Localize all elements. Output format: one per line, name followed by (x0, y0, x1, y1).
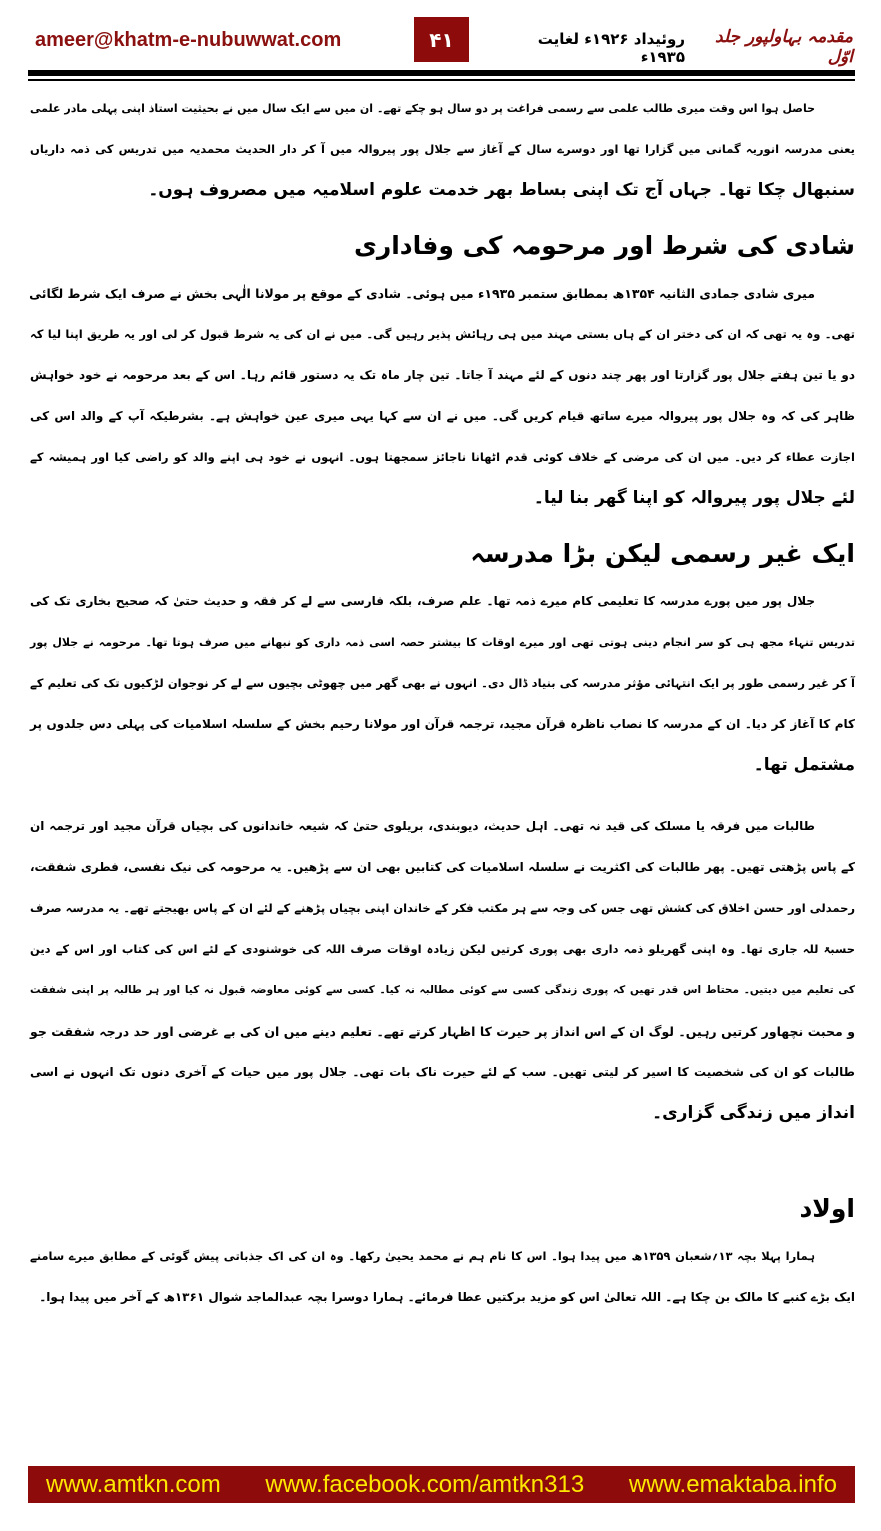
paragraph-line: کی تعلیم میں دیتیں۔ محتاط اس قدر تھیں کہ پوری زندگی کسی سے کوئی مطالبہ نہ کیا۔ کسی سے کوئی معاوضہ قبول نہ کیا اور ہر طالبہ پر اپنی شفقت (30, 984, 855, 996)
paragraph-line: یعنی مدرسہ انوریہ گمانی میں گزارا تھا اور دوسرے سال کے آغاز سے جلال پور پیروالہ میں آ کر دار الحدیث محمدیہ میں تدریس کی ذمہ داریاں (30, 142, 855, 156)
footer-bar (28, 1466, 855, 1503)
paragraph-line: کام کا آغاز کر دیا۔ ان کے مدرسہ کا نصاب ناظرہ قرآن مجید، ترجمہ قرآن اور مولانا رحیم بخش کے سلسلہ اسلامیات کی پہلی دس جلدوں پر (30, 717, 855, 731)
paragraph-line: آ کر غیر رسمی طور پر ایک انتہائی مؤثر مدرسہ کی بنیاد ڈال دی۔ انہوں نے بھی گھر میں چھوٹی بچیوں سے لے کر نوجوان لڑکیوں تک کی تعلیم کے (30, 676, 855, 690)
paragraph-line: لئے جلال پور پیروالہ کو اپنا گھر بنا لیا۔ (533, 488, 855, 508)
paragraph-line: ایک بڑے کنبے کا مالک بن چکا ہے۔ اللہ تعالیٰ اس کو مزید برکتیں عطا فرمائے۔ ہمارا دوسرا بچہ عبدالماجد شوال ۱۳۶۱ھ کے آخر میں پیدا ہوا۔ (39, 1290, 855, 1304)
paragraph-line: انداز میں زندگی گزاری۔ (652, 1103, 855, 1123)
header-rule-thick (28, 70, 855, 76)
paragraph-line: طالبات کو ان کی شخصیت کا اسیر کر لیتی تھیں۔ سب کے لئے حیرت ناک بات تھی۔ جلال پور میں حیات کے آخری دنوں تک انہوں نے اسی (30, 1065, 855, 1079)
header-email[interactable]: ameer@khatm-e-nubuwwat.com (35, 29, 342, 51)
paragraph (30, 273, 855, 519)
footer-link-amtkn[interactable]: www.amtkn.com (46, 1470, 221, 1498)
paragraph-line: جلال پور میں پورے مدرسہ کا تعلیمی کام میرے ذمہ تھا۔ علم صرف، بلکہ فارسی سے لے کر فقہ و حدیث حتیٰ کہ صحیح بخاری تک کی (30, 594, 815, 608)
header-date-range: روئیداد ۱۹۲۶ء لغایت ۱۹۳۵ء (537, 30, 685, 66)
paragraph-line: دو یا تین ہفتے جلال پور گزارتا اور پھر چند دنوں کے لئے مہند آ جاتا۔ تین چار ماہ تک یہ دستور قائم رہا۔ اس کے بعد مرحومہ نے خود خواہش (30, 368, 855, 382)
section-heading: اولاد (799, 1194, 855, 1223)
header-rule-thin (28, 79, 855, 81)
paragraph (30, 88, 855, 211)
paragraph-line: سنبھال چکا تھا۔ جہاں آج تک اپنی بساط بھر خدمت علوم اسلامیہ میں مصروف ہوں۔ (148, 180, 855, 200)
paragraph (30, 1236, 855, 1318)
paragraph-line: کے پاس پڑھتی تھیں۔ پھر طالبات کی اکثریت نے سلسلہ اسلامیات کی کتابیں بھی ان سے پڑھیں۔ یہ مرحومہ کی نیک نفسی، فطری شفقت، (30, 860, 855, 874)
paragraph-line: تھی۔ وہ یہ تھی کہ ان کی دختر ان کے ہاں بستی مہند میں ہی رہائش پذیر رہیں گی۔ میں نے ان کی یہ شرط قبول کر لی اور یہ طریق اپنا لیا کہ (30, 327, 855, 341)
section-heading: ایک غیر رسمی لیکن بڑا مدرسہ (470, 539, 855, 568)
paragraph-line: حاصل ہوا اس وقت میری طالب علمی سے رسمی فراغت پر دو سال ہو چکے تھے۔ ان میں سے ایک سال میں نے بحیثیت استاذ اپنی پہلی مادر علمی (30, 102, 815, 115)
paragraph-line: طالبات میں فرقہ یا مسلک کی قید نہ تھی۔ اہل حدیث، دیوبندی، بریلوی حتیٰ کہ شیعہ خاندانوں کی بچیاں قرآن مجید اور ترجمہ ان (30, 819, 815, 833)
paragraph-line: میری شادی جمادی الثانیہ ۱۳۵۴ھ بمطابق ستمبر ۱۹۳۵ء میں ہوئی۔ شادی کے موقع پر مولانا الٰہی بخش نے صرف ایک شرط لگائی (29, 286, 815, 301)
footer-link-emaktaba[interactable]: www.emaktaba.info (628, 1470, 837, 1498)
paragraph (30, 806, 855, 1134)
paragraph (30, 581, 855, 786)
paragraph-line: ہمارا پہلا بچہ ۱۳؍شعبان ۱۳۵۹ھ میں پیدا ہوا۔ اس کا نام ہم نے محمد یحییٰ رکھا۔ وہ ان کی اک جذباتی پیش گوئی کے مطابق میرے سامنے (30, 1249, 815, 1263)
document-body (30, 88, 855, 1318)
paragraph-line: و محبت نچھاور کرتیں رہیں۔ لوگ ان کے اس انداز پر حیرت کا اظہار کرتے تھے۔ تعلیم دینے میں ان کی بے غرضی اور حد درجہ شفقت جو (30, 1024, 855, 1039)
paragraph-line: رحمدلی اور حسن اخلاق کی کشش تھی جس کی وجہ سے ہر مکتب فکر کے خاندان اپنی بچیاں پڑھنے کے لئے ان کے پاس بھیجتے تھے۔ یہ مدرسہ صرف (30, 901, 855, 915)
section-heading: شادی کی شرط اور مرحومہ کی وفاداری (353, 231, 855, 260)
header-book-title: مقدمہ بہاولپور جلد اوّل (715, 27, 853, 67)
paragraph-line: اجازت عطاء کر دیں۔ میں ان کی مرضی کے خلاف کوئی قدم اٹھانا ناجائز سمجھتا ہوں۔ انہوں نے خود ہی اپنے والد کو راضی کیا اور ہمیشہ کے (30, 450, 855, 464)
paragraph-line: حسبۃ للہ جاری تھا۔ وہ اپنی گھریلو ذمہ داری بھی پوری کرتیں لیکن زیادہ اوقات صرف اللہ کی خوشنودی کے لئے اس کی کتاب اور اس کے دین (30, 942, 855, 956)
paragraph-line: ظاہر کی کہ وہ جلال پور پیروالہ میرے ساتھ قیام کریں گی۔ میں نے ان سے کہا یہی میری عین خواہش ہے۔ بشرطیکہ آپ کے والد اس کی (30, 409, 855, 423)
page-number-badge: ۴۱ (414, 17, 469, 62)
paragraph-line: مشتمل تھا۔ (753, 755, 855, 775)
paragraph-gap (30, 786, 855, 806)
footer-link-facebook[interactable]: www.facebook.com/amtkn313 (265, 1470, 585, 1498)
paragraph-line: تدریس تنہاء مجھ ہی کو سر انجام دینی ہوتی تھی اور میرے اوقات کا بیشتر حصہ اسی ذمہ داری کو نبھانے میں صرف ہوتا تھا۔ مرحومہ نے جلال پور (30, 636, 855, 649)
